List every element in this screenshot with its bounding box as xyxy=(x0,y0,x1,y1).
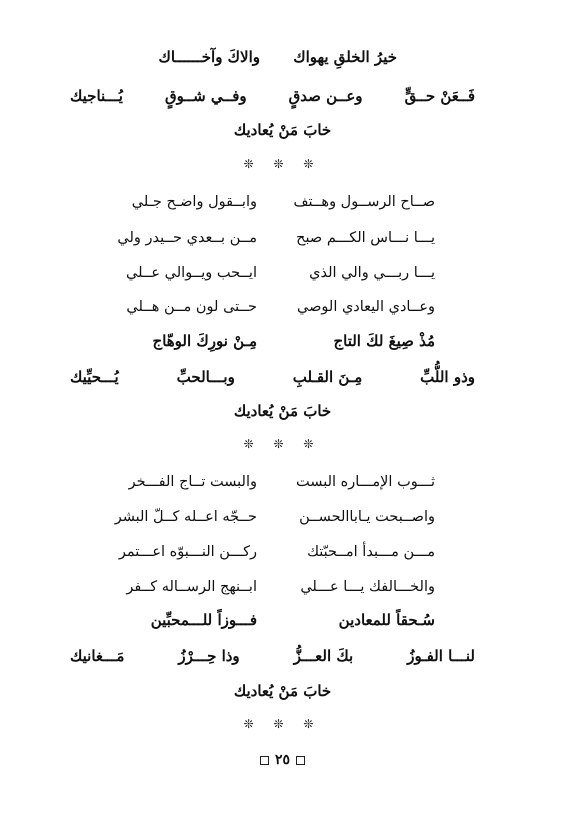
refrain: خابَ مَنْ يُعاديك xyxy=(233,682,332,700)
hemistich-right: مـــن مـــبدأ امــحبّتك xyxy=(307,544,435,560)
section-separator: ❊ ❊ ❊ xyxy=(243,157,322,171)
hemistich-right: صــاح الرســول وهــتف xyxy=(293,194,435,210)
full-verse-line xyxy=(70,370,475,385)
hemistich-right: ثـــوب الإمـــاره البست xyxy=(296,474,435,490)
section-separator: ❊ ❊ ❊ xyxy=(243,437,322,451)
page-number-text: ٢٥ xyxy=(274,752,291,768)
hemistich-left: ابــنهج الرســاله كــفر xyxy=(126,579,257,595)
verse-segment: وذو اللُّبِّ xyxy=(420,368,475,386)
verse-segment: يُـــناجيك xyxy=(70,87,123,105)
page-number xyxy=(0,753,565,767)
verse-segment: وذا حِـــرْزُ xyxy=(178,647,240,665)
hemistich-left: مــن بــعدي حــيدر ولي xyxy=(117,230,257,246)
hemistich-left: حــتى لون مــن هــلي xyxy=(126,299,257,315)
verse-segment: وفــي شــوقٍ xyxy=(164,87,247,105)
verse-segment: لنـــا الفـوزُ xyxy=(407,647,475,665)
hemistich-left: ركـــن النـــبوّه اعـــتمر xyxy=(118,544,257,560)
verse-segment: بكَ العـــزُّ xyxy=(293,647,354,665)
hemistich-left: حــجّه اعــله كــلّ البشر xyxy=(114,509,257,525)
verse-segment: وعــن صدقٍ xyxy=(288,87,363,105)
ornament-square-icon xyxy=(296,756,305,765)
hemistich-right: سُـحقاً للمعادين xyxy=(338,611,435,629)
section-separator: ❊ ❊ ❊ xyxy=(243,717,322,731)
hemistich-left: وابــقول واضـح جـلي xyxy=(131,194,257,210)
refrain: خابَ مَنْ يُعاديك xyxy=(233,402,332,420)
verse-segment: وبـــالحبِّ xyxy=(176,368,235,386)
hemistich-left: مِـنْ نورِكَ الوهّاج xyxy=(152,332,257,350)
refrain: خابَ مَنْ يُعاديك xyxy=(233,121,332,139)
full-verse-line xyxy=(70,89,475,104)
hemistich-right: يـــا نـــاس الكـــم صبح xyxy=(296,230,435,246)
verse-segment: يُـــحيِّيك xyxy=(70,368,119,386)
verse-segment: مَـــغانيك xyxy=(70,647,125,665)
verse-segment: فَــعَنْ حــقٍّ xyxy=(404,87,475,105)
verse-segment: مِـنَ القـلبِ xyxy=(292,368,363,386)
hemistich-right: واصــبحت يـاباالحســن xyxy=(299,509,435,525)
hemistich-left: ايــحب ويــوالي عــلي xyxy=(126,265,257,281)
hemistich-right: مُذْ صِيغَ لكَ التاج xyxy=(333,332,435,350)
hemistich-left: والبست تــاج الفـــخر xyxy=(128,474,257,490)
hemistich-left: فـــوزاً للـــمحبِّين xyxy=(150,611,257,629)
hemistich-right: يـــا ربـــي والي الذي xyxy=(309,265,435,281)
hemistich-right: وعــادي اليعادي الوصي xyxy=(297,299,435,315)
hemistich-right: والخـــالفك يـــا عـــلي xyxy=(300,579,435,595)
hemistich-right: خيرُ الخلقِ يهواك xyxy=(293,48,397,66)
full-verse-line xyxy=(70,649,475,664)
hemistich-left: والاكَ وآخــــــاك xyxy=(158,48,260,66)
ornament-square-icon xyxy=(260,756,269,765)
